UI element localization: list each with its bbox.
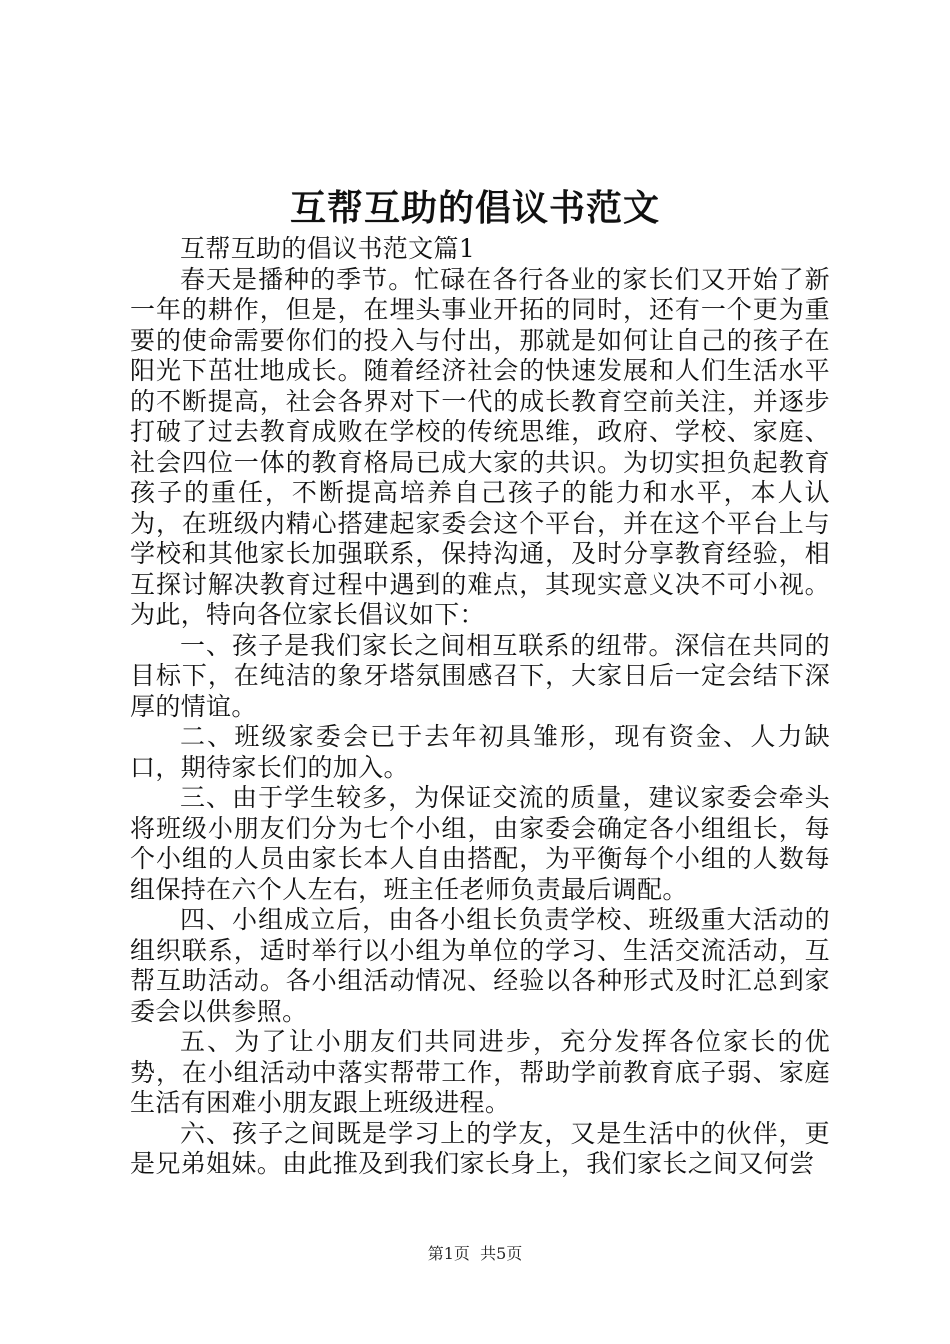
paragraph-item-4: 四、小组成立后，由各小组长负责学校、班级重大活动的组织联系，适时举行以小组为单位的学习、生活交流活动，互帮互助活动。各小组活动情况、经验以各种形式及时汇总到家委会以供参照。 (130, 905, 830, 1026)
page-total: 共5页 (480, 1244, 523, 1263)
section-heading: 互帮互助的倡议书范文篇1 (180, 234, 476, 263)
page-footer (0, 1244, 950, 1264)
paragraph-item-6: 六、孩子之间既是学习上的学友，又是生活中的伙伴，更是兄弟姐妹。由此推及到我们家长身上，我们家长之间又何尝 (130, 1118, 830, 1178)
paragraph-intro: 春天是播种的季节。忙碌在各行各业的家长们又开始了新一年的耕作，但是，在埋头事业开拓的同时，还有一个更为重要的使命需要你们的投入与付出，那就是如何让自己的孩子在阳光下茁壮地成长。随着经济社会的快速发展和人们生活水平的不断提高，社会各界对下一代的成长教育空前关注，并逐步打破了过去教育成败在学校的传统思维，政府、学校、家庭、社会四位一体的教育格局已成大家的共识。为切实担负起教育孩子的重任，不断提高培养自己孩子的能力和水平，本人认为，在班级内精心搭建起家委会这个平台，并在这个平台上与学校和其他家长加强联系，保持沟通，及时分享教育经验，相互探讨解决教育过程中遇到的难点，其现实意义决不可小视。为此，特向各位家长倡议如下： (130, 264, 830, 629)
paragraph-item-5: 五、为了让小朋友们共同进步，充分发挥各位家长的优势，在小组活动中落实帮带工作，帮助学前教育底子弱、家庭生活有困难小朋友跟上班级进程。 (130, 1027, 830, 1117)
paragraph-item-1: 一、孩子是我们家长之间相互联系的纽带。深信在共同的目标下，在纯洁的象牙塔氛围感召下，大家日后一定会结下深厚的情谊。 (130, 630, 830, 721)
page-number: 第1页 (427, 1244, 470, 1263)
paragraph-item-3: 三、由于学生较多，为保证交流的质量，建议家委会牵头将班级小朋友们分为七个小组，由家委会确定各小组组长，每个小组的人员由家长本人自由搭配，为平衡每个小组的人数每组保持在六个人左右，班主任老师负责最后调配。 (130, 783, 830, 904)
paragraph-item-2: 二、班级家委会已于去年初具雏形，现有资金、人力缺口，期待家长们的加入。 (130, 722, 830, 782)
document-title: 互帮互助的倡议书范文 (289, 187, 660, 229)
document-body (130, 234, 830, 1180)
